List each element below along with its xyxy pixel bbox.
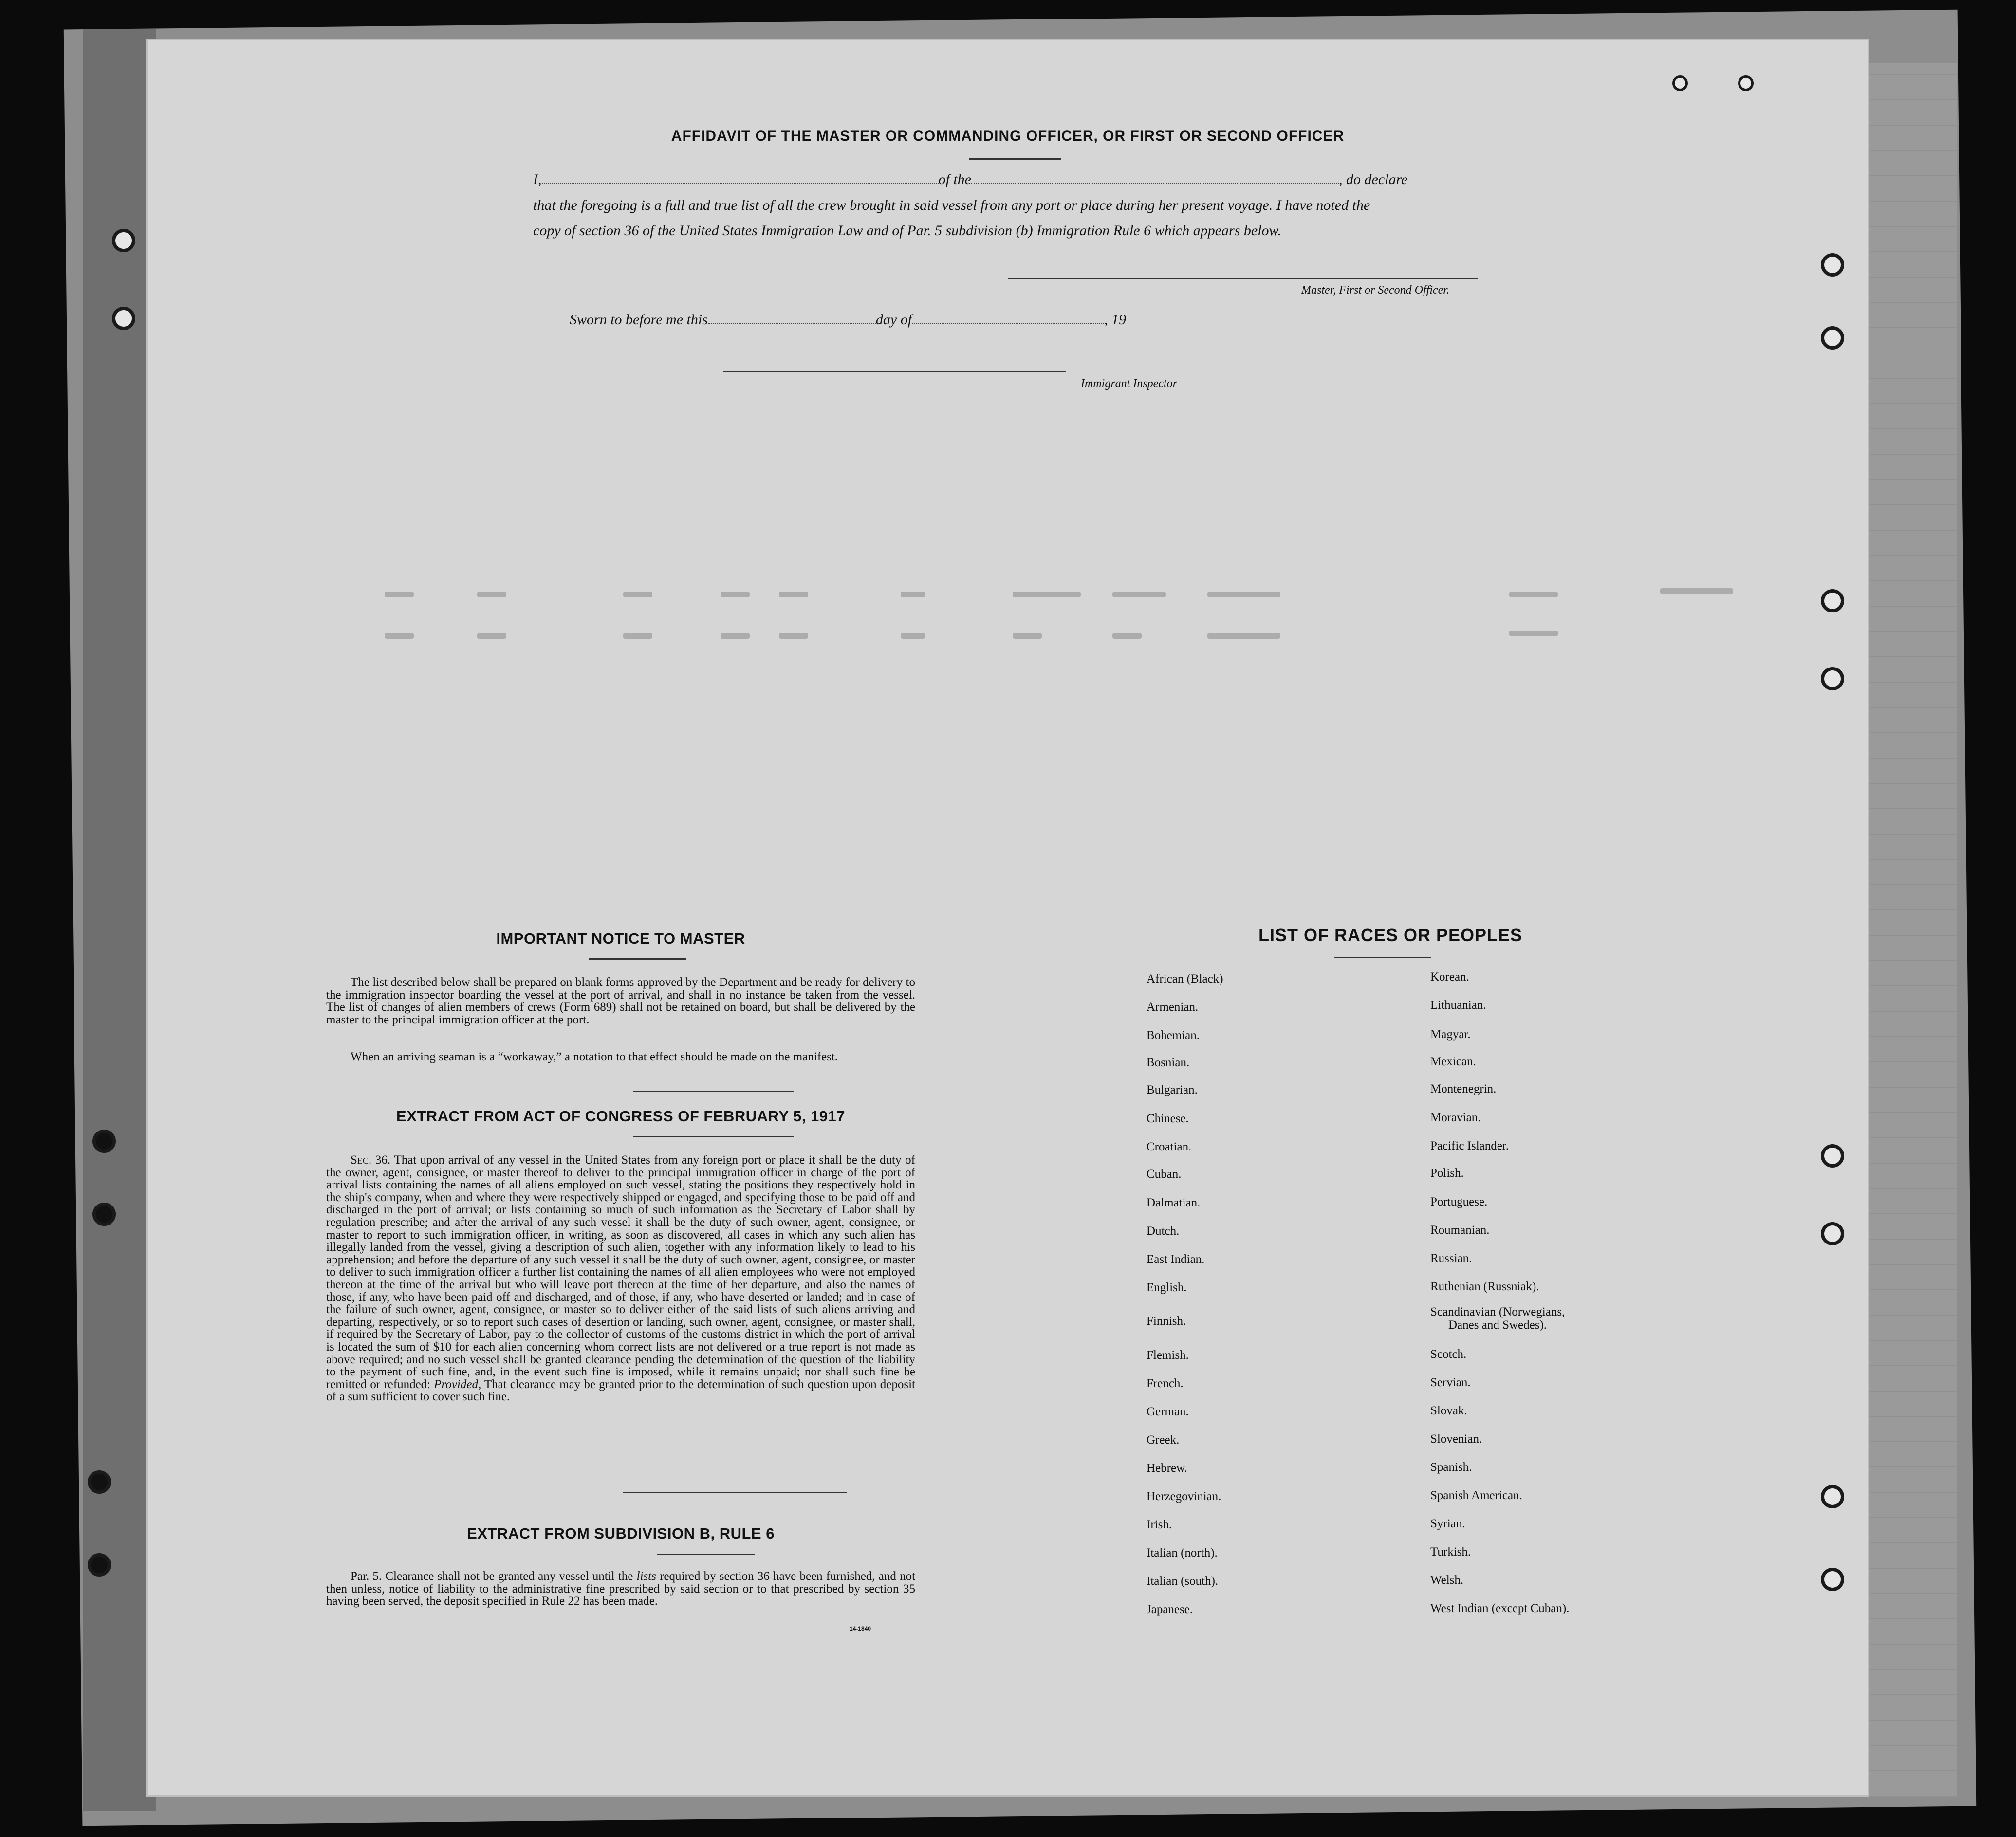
race-item: Servian. xyxy=(1430,1376,1471,1389)
inspector-signature-line[interactable] xyxy=(723,371,1066,372)
section-rule xyxy=(633,1091,794,1092)
race-item: Herzegovinian. xyxy=(1147,1490,1221,1503)
bleed-through xyxy=(477,633,506,639)
race-item: Finnish. xyxy=(1147,1315,1186,1328)
races-title: LIST OF RACES OR PEOPLES xyxy=(1258,925,1523,945)
section-rule-2 xyxy=(623,1492,847,1493)
bleed-through xyxy=(385,592,414,597)
race-item: Portuguese. xyxy=(1430,1195,1488,1208)
affidavit-line-1 xyxy=(533,171,1407,188)
bleed-through xyxy=(1660,588,1733,594)
punch-hole xyxy=(1821,1568,1844,1591)
lists-word: lists xyxy=(636,1570,656,1583)
rule-text: Par. 5. Clearance shall not be granted any vessel until the xyxy=(351,1570,633,1583)
races-rule xyxy=(1334,957,1431,958)
sworn-text: Sworn to before me this xyxy=(570,312,708,328)
race-item: Pacific Islander. xyxy=(1430,1139,1509,1152)
race-item: Magyar. xyxy=(1430,1028,1471,1041)
race-item: German. xyxy=(1147,1405,1189,1418)
race-item: Polish. xyxy=(1430,1167,1464,1180)
bleed-through xyxy=(1013,633,1042,639)
bleed-through xyxy=(623,592,652,597)
race-item: Greek. xyxy=(1147,1433,1180,1447)
race-item: Scandinavian (Norwegians, xyxy=(1430,1305,1565,1318)
race-item: Chinese. xyxy=(1147,1112,1189,1125)
sworn-day-of: day of xyxy=(875,312,912,328)
affidavit-line-2: that the foregoing is a full and true list of all the crew brought in said vessel from any port or place during her present voyage. I have noted the xyxy=(533,197,1370,213)
bleed-through xyxy=(779,633,808,639)
binder-hole xyxy=(88,1553,111,1577)
race-item: Turkish. xyxy=(1430,1545,1471,1559)
punch-hole xyxy=(1821,1222,1844,1245)
race-item: French. xyxy=(1147,1377,1184,1390)
affidavit-i: I, xyxy=(533,171,542,187)
bleed-through xyxy=(721,633,750,639)
binder-hole xyxy=(88,1470,111,1494)
sworn-year: , 19 xyxy=(1104,312,1127,328)
sec-label: Sec. 36. xyxy=(351,1153,391,1167)
month-blank[interactable] xyxy=(912,312,1104,324)
race-item: Cuban. xyxy=(1147,1168,1182,1181)
binder-strip xyxy=(83,29,156,1811)
bleed-through xyxy=(1509,631,1558,636)
race-item: Irish. xyxy=(1147,1518,1172,1531)
punch-hole xyxy=(1821,1144,1844,1168)
bleed-through xyxy=(901,633,925,639)
race-item: Spanish American. xyxy=(1430,1489,1522,1502)
race-item: Bulgarian. xyxy=(1147,1083,1198,1096)
provided-word: Provided, xyxy=(434,1377,481,1391)
binder-hole xyxy=(112,229,135,252)
punch-hole xyxy=(1821,326,1844,350)
race-item: Russian. xyxy=(1430,1252,1472,1265)
race-item: East Indian. xyxy=(1147,1253,1205,1266)
bleed-through xyxy=(385,633,414,639)
bleed-through xyxy=(1112,633,1142,639)
punch-hole xyxy=(1821,253,1844,277)
punch-hole xyxy=(1738,75,1754,91)
punch-hole xyxy=(1821,1485,1844,1508)
rule-text-after: required by section 36 have been furnished, and not then unless, notice of liability to the administrative fine prescribed by said section or to that prescribed by section 35 having been served, the deposit specified in Rule 22 has been made. xyxy=(326,1570,916,1608)
race-item: West Indian (except Cuban). xyxy=(1430,1602,1570,1615)
race-item: Spanish. xyxy=(1430,1461,1472,1474)
sec-text: That upon arrival of any vessel in the United States from any foreign port or place it shall be the duty of the owner, agent, consignee, or master thereof to deliver to the principal immigration officer in charge of the port of arrival lists containing the names of all aliens employed on such vessel, stating the positions they respectively hold in the ship's company, when and where they were respectively shipped or engaged, and specifying those to be paid off and discharged in the port of arrival; or lists containing so much of such information as the Secretary of Labor shall by regulation prescribe; and after the arrival of any such vessel it shall be the duty of such owner, agent, consignee, or master to report to such immigration officer, in writing, as soon as discovered, all cases in which any such alien has illegally landed from the vessel, giving a description of such alien, together with any information likely to lead to his apprehension; and before the departure of any such vessel it shall be the duty of such owner, agent, consignee, or master to deliver to such immigration officer a further list containing the names of all alien employees who were not employed thereon at the time of the arrival but who will leave port thereon at the time of her departure, and also the names of those, if any, who have been paid off and discharged, and of those, if any, who have deserted or landed; and in case of the failure of such owner, agent, consignee, or master so to deliver either of the said lists of such aliens arriving and departing, respectively, or so to report such cases of desertion or landing, such owner, agent, consignee, or master shall, if required by the Secretary of Labor, pay to the collector of customs of the customs district in which the port of arrival is located the sum of $10 for each alien concerning whom correct lists are not delivered or a true report is not made as above required; and no such vessel shall be granted clearance pending the determination of the question of the liability to the payment of such fine, and, in the event such fine is imposed, while it remains unpaid; nor shall such fine be remitted or refunded: xyxy=(326,1153,916,1391)
rule-title: EXTRACT FROM SUBDIVISION B, RULE 6 xyxy=(467,1525,775,1542)
race-item: Slovenian. xyxy=(1430,1432,1482,1446)
sworn-line xyxy=(570,312,1126,328)
title-rule xyxy=(969,158,1061,160)
notice-title: IMPORTANT NOTICE TO MASTER xyxy=(496,930,745,947)
race-item: Korean. xyxy=(1430,970,1469,983)
affidavit-title: AFFIDAVIT OF THE MASTER OR COMMANDING OFFICER, OR FIRST OR SECOND OFFICER xyxy=(671,128,1345,144)
race-item: English. xyxy=(1147,1281,1187,1294)
race-item: Dalmatian. xyxy=(1147,1196,1201,1209)
rule-rule xyxy=(657,1554,755,1555)
race-item: Slovak. xyxy=(1430,1404,1467,1417)
notice-paragraph-2: When an arriving seaman is a “workaway,” a notation to that effect should be made on the manifest. xyxy=(351,1050,838,1063)
master-signature-line[interactable] xyxy=(1008,278,1478,279)
race-item: Ruthenian (Russniak). xyxy=(1430,1280,1539,1293)
binder-hole xyxy=(92,1203,116,1226)
act-title: EXTRACT FROM ACT OF CONGRESS OF FEBRUARY 5, 1917 xyxy=(396,1108,845,1125)
race-item: Bohemian. xyxy=(1147,1029,1200,1042)
race-item: Japanese. xyxy=(1147,1603,1193,1616)
race-item: Scotch. xyxy=(1430,1348,1467,1361)
affidavit-line-3: copy of section 36 of the United States Immigration Law and of Par. 5 subdivision (b) Immigration Rule 6 which appears below. xyxy=(533,223,1281,239)
act-rule xyxy=(633,1136,794,1137)
race-item-continued: Danes and Swedes). xyxy=(1448,1318,1547,1332)
affidavit-of-the: of the xyxy=(938,171,971,187)
race-item: Lithuanian. xyxy=(1430,999,1486,1012)
race-item: Italian (south). xyxy=(1147,1575,1219,1588)
bleed-through xyxy=(721,592,750,597)
race-item: Hebrew. xyxy=(1147,1462,1187,1475)
bleed-through xyxy=(477,592,506,597)
bleed-through xyxy=(901,592,925,597)
race-item: African (Black) xyxy=(1147,972,1223,985)
race-item: Moravian. xyxy=(1430,1111,1481,1124)
master-signature-label: Master, First or Second Officer. xyxy=(1301,284,1449,297)
race-item: Mexican. xyxy=(1430,1055,1476,1068)
binder-hole xyxy=(92,1130,116,1153)
day-blank[interactable] xyxy=(708,312,876,324)
bleed-through xyxy=(1013,592,1081,597)
race-item: Bosnian. xyxy=(1147,1056,1190,1069)
form-number: 14-1840 xyxy=(850,1625,871,1632)
affidavit-declare: , do declare xyxy=(1339,171,1408,187)
act-section-36 xyxy=(326,1154,915,1403)
race-item: Syrian. xyxy=(1430,1517,1465,1530)
bleed-through xyxy=(1207,592,1280,597)
inspector-label: Immigrant Inspector xyxy=(1081,377,1177,390)
punch-hole xyxy=(1821,667,1844,690)
race-item: Dutch. xyxy=(1147,1225,1180,1238)
bleed-through xyxy=(1207,633,1280,639)
notice-paragraph-1: The list described below shall be prepared on blank forms approved by the Department and be ready for delivery to the immigration inspector boarding the vessel at the port of arrival, and shall in no instance be taken from the vessel. The list of changes of alien members of crews (Form 689) shall not be retained on board, but shall be delivered by the master to the principal immigration officer at the port. xyxy=(326,976,915,1026)
name-blank[interactable] xyxy=(542,171,939,184)
race-item: Croatian. xyxy=(1147,1140,1192,1153)
race-item: Welsh. xyxy=(1430,1574,1464,1587)
race-item: Italian (north). xyxy=(1147,1546,1218,1559)
punch-hole xyxy=(1672,75,1688,91)
bleed-through xyxy=(779,592,808,597)
bleed-through xyxy=(1112,592,1166,597)
race-item: Roumanian. xyxy=(1430,1224,1490,1237)
binder-hole xyxy=(112,307,135,330)
race-item: Flemish. xyxy=(1147,1349,1189,1362)
bleed-through xyxy=(1509,592,1558,597)
manifest-page xyxy=(146,39,1869,1797)
sec-text-after: That clearance may be granted prior to the determination of such question upon deposit of a sum sufficient to cover such fine. xyxy=(326,1377,915,1404)
punch-hole xyxy=(1821,589,1844,612)
notice-rule xyxy=(589,958,686,960)
bleed-through xyxy=(623,633,652,639)
race-item: Armenian. xyxy=(1147,1001,1199,1014)
race-item: Montenegrin. xyxy=(1430,1082,1497,1095)
rule-paragraph xyxy=(326,1570,915,1608)
vessel-blank[interactable] xyxy=(971,171,1339,184)
